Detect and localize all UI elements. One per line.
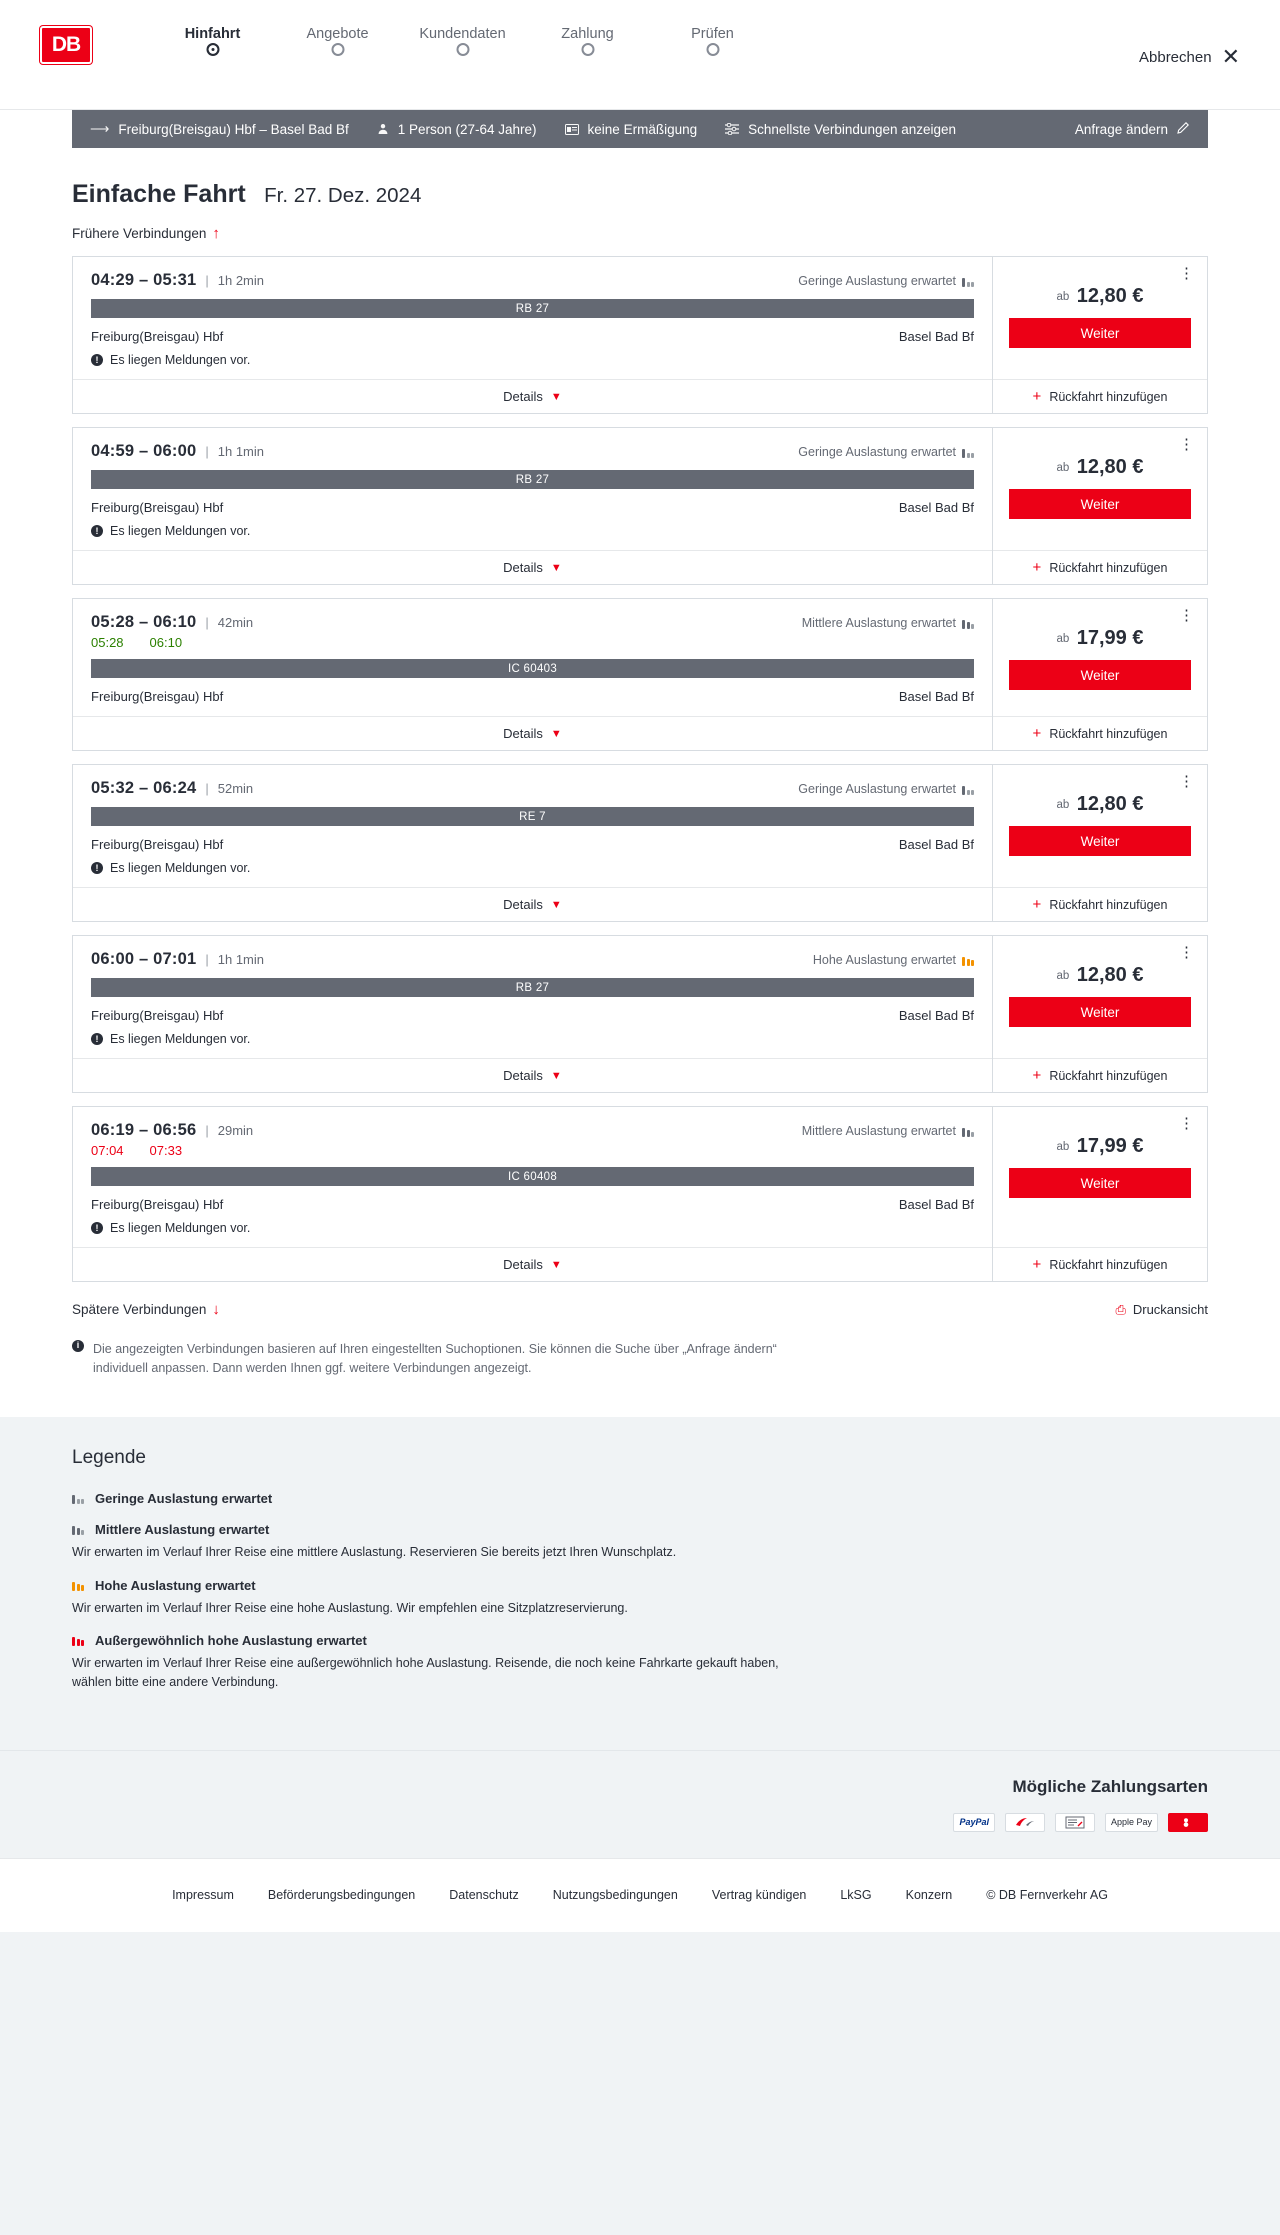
price-prefix: ab bbox=[1056, 462, 1070, 474]
step-dot-icon bbox=[331, 43, 344, 56]
printer-icon: ⎙ bbox=[1115, 1301, 1126, 1317]
credit-card-icon bbox=[1168, 1813, 1208, 1832]
notice-label: Es liegen Meldungen vor. bbox=[110, 524, 251, 538]
price-amount: 17,99 € bbox=[1076, 1135, 1144, 1157]
continue-button[interactable]: Weiter bbox=[1009, 1168, 1191, 1198]
cancel-button[interactable] bbox=[1139, 46, 1240, 68]
details-toggle-button[interactable] bbox=[73, 1058, 992, 1092]
info-icon: ! bbox=[91, 525, 103, 537]
site-footer bbox=[0, 1858, 1280, 1932]
connection-utilization bbox=[802, 1124, 974, 1138]
utilization-icon bbox=[962, 784, 974, 795]
results-title-area bbox=[0, 148, 1280, 242]
connection-header bbox=[91, 442, 974, 461]
more-options-icon[interactable]: ⋮ bbox=[1179, 944, 1195, 961]
connection-notice[interactable] bbox=[91, 1032, 974, 1046]
details-label: Details bbox=[503, 1068, 543, 1083]
search-hint bbox=[0, 1318, 860, 1417]
destination-station: Basel Bad Bf bbox=[898, 1008, 974, 1023]
add-return-button[interactable] bbox=[993, 716, 1207, 750]
search-hint-text: Die angezeigten Verbindungen basieren auf Ihren eingestellten Suchoptionen. Sie können die Suche über „Anfrage ändern“ individuell anpassen. Dann werden Ihnen ggf. weitere Verbindungen angezeigt. bbox=[93, 1342, 777, 1376]
utilization-icon bbox=[72, 1580, 84, 1591]
train-line-bar bbox=[91, 299, 974, 318]
connection-card bbox=[72, 764, 1208, 922]
page-title-date: Fr. 27. Dez. 2024 bbox=[264, 184, 422, 207]
connection-notice[interactable] bbox=[91, 1221, 974, 1235]
details-label: Details bbox=[503, 389, 543, 404]
connection-details bbox=[73, 428, 992, 584]
info-icon: ! bbox=[91, 1222, 103, 1234]
legend-item-head bbox=[72, 1522, 1208, 1537]
connection-duration: 1h 1min bbox=[217, 952, 264, 967]
info-icon: ! bbox=[91, 354, 103, 366]
info-icon: i bbox=[72, 1340, 84, 1352]
add-return-label: Rückfahrt hinzufügen bbox=[1049, 726, 1168, 741]
connection-realtime bbox=[91, 635, 974, 650]
connection-price bbox=[993, 599, 1207, 660]
add-return-button[interactable] bbox=[993, 379, 1207, 413]
separator: | bbox=[205, 273, 209, 288]
change-query-button[interactable] bbox=[1075, 121, 1190, 137]
legend-item-desc: Wir erwarten im Verlauf Ihrer Reise eine außergewöhnlich hohe Auslastung. Reisende, die noch keine Fahrkarte gekauft haben, wählen bitte eine andere Verbindung. bbox=[72, 1656, 779, 1689]
more-options-icon[interactable]: ⋮ bbox=[1179, 607, 1195, 624]
utilization-icon bbox=[962, 1126, 974, 1137]
arrow-up-icon: ↑ bbox=[212, 225, 220, 242]
price-prefix: ab bbox=[1056, 291, 1070, 303]
step-pruefen[interactable] bbox=[650, 26, 775, 64]
separator: | bbox=[205, 1123, 209, 1138]
page-title: Einfache Fahrt bbox=[72, 180, 246, 208]
connection-details bbox=[73, 599, 992, 750]
utilization-label: Mittlere Auslastung erwartet bbox=[801, 1124, 956, 1138]
add-return-button[interactable] bbox=[993, 550, 1207, 584]
connection-duration: 29min bbox=[217, 1123, 254, 1138]
step-hinfahrt[interactable] bbox=[150, 26, 275, 64]
price-prefix: ab bbox=[1056, 970, 1070, 982]
legend-item bbox=[72, 1491, 1208, 1506]
add-return-label: Rückfahrt hinzufügen bbox=[1049, 389, 1168, 404]
connection-times: 06:19 – 06:56 bbox=[91, 1121, 197, 1139]
origin-station: Freiburg(Breisgau) Hbf bbox=[91, 689, 224, 704]
payment-methods-section bbox=[0, 1750, 1280, 1858]
legend-title: Legende bbox=[72, 1446, 146, 1468]
connection-price bbox=[993, 428, 1207, 489]
chevron-down-icon: ▼ bbox=[550, 390, 562, 403]
app-header bbox=[0, 0, 1280, 110]
connection-duration: 52min bbox=[217, 781, 254, 796]
add-return-button[interactable] bbox=[993, 1058, 1207, 1092]
connection-utilization bbox=[798, 445, 974, 459]
train-line-bar bbox=[91, 659, 974, 678]
realtime-departure: 07:04 bbox=[91, 1143, 124, 1158]
details-label: Details bbox=[503, 560, 543, 575]
separator: | bbox=[205, 615, 209, 630]
origin-station: Freiburg(Breisgau) Hbf bbox=[91, 1197, 224, 1212]
step-label: Zahlung bbox=[561, 26, 614, 42]
realtime-departure: 05:28 bbox=[91, 635, 124, 650]
legend-item-head bbox=[72, 1633, 1208, 1648]
add-return-label: Rückfahrt hinzufügen bbox=[1049, 560, 1168, 575]
separator: | bbox=[205, 444, 209, 459]
connection-price bbox=[993, 257, 1207, 318]
connection-offer bbox=[992, 1107, 1207, 1281]
footer-link[interactable]: Nutzungsbedingungen bbox=[552, 1888, 678, 1903]
legend-item-title: Außergewöhnlich hohe Auslastung erwartet bbox=[95, 1633, 367, 1649]
details-toggle-button[interactable] bbox=[73, 379, 992, 413]
query-passengers-label: 1 Person (27-64 Jahre) bbox=[397, 121, 537, 137]
info-icon: ! bbox=[91, 862, 103, 874]
connection-details bbox=[73, 765, 992, 921]
step-dot-icon bbox=[581, 43, 594, 56]
connection-price bbox=[993, 765, 1207, 826]
chevron-down-icon: ▼ bbox=[550, 727, 562, 740]
connection-header bbox=[91, 779, 974, 798]
direct-debit-icon bbox=[1055, 1813, 1095, 1832]
connection-stops bbox=[91, 1197, 974, 1212]
connection-header bbox=[91, 271, 974, 290]
paypal-icon: PayPal bbox=[953, 1813, 995, 1832]
plus-icon: + bbox=[1032, 1256, 1042, 1273]
connection-times: 05:28 – 06:10 bbox=[91, 613, 197, 631]
utilization-icon bbox=[72, 1493, 84, 1504]
utilization-icon bbox=[72, 1635, 84, 1646]
footer-link[interactable]: Datenschutz bbox=[449, 1888, 519, 1903]
cancel-label: Abbrechen bbox=[1139, 48, 1212, 66]
utilization-label: Geringe Auslastung erwartet bbox=[798, 782, 956, 796]
list-footer bbox=[0, 1295, 1280, 1318]
query-passengers[interactable] bbox=[377, 122, 565, 137]
connection-notice[interactable] bbox=[91, 861, 974, 875]
price-prefix: ab bbox=[1056, 633, 1070, 645]
connection-price bbox=[993, 936, 1207, 997]
notice-label: Es liegen Meldungen vor. bbox=[110, 353, 251, 367]
train-line-bar bbox=[91, 807, 974, 826]
print-label: Druckansicht bbox=[1132, 1302, 1208, 1317]
connection-card bbox=[72, 256, 1208, 414]
continue-button[interactable]: Weiter bbox=[1009, 489, 1191, 519]
connection-duration: 42min bbox=[217, 615, 254, 630]
earlier-connections-button[interactable] bbox=[72, 225, 1208, 242]
more-options-icon[interactable]: ⋮ bbox=[1179, 773, 1195, 790]
print-view-button[interactable] bbox=[1115, 1302, 1208, 1318]
add-return-button[interactable] bbox=[993, 1247, 1207, 1281]
connection-stops bbox=[91, 1008, 974, 1023]
giropay-icon bbox=[1005, 1813, 1045, 1832]
details-toggle-button[interactable] bbox=[73, 716, 992, 750]
connection-utilization bbox=[802, 616, 974, 630]
step-angebote[interactable] bbox=[275, 26, 400, 64]
plus-icon: + bbox=[1032, 559, 1042, 576]
db-logo[interactable]: DB bbox=[40, 26, 92, 64]
destination-station: Basel Bad Bf bbox=[898, 500, 974, 515]
details-label: Details bbox=[503, 1257, 543, 1272]
connection-offer bbox=[992, 257, 1207, 413]
details-toggle-button[interactable] bbox=[73, 1247, 992, 1281]
connection-header bbox=[91, 950, 974, 969]
notice-label: Es liegen Meldungen vor. bbox=[110, 1221, 251, 1235]
origin-station: Freiburg(Breisgau) Hbf bbox=[91, 837, 224, 852]
connection-utilization bbox=[798, 782, 974, 796]
more-options-icon[interactable]: ⋮ bbox=[1179, 1115, 1195, 1132]
connection-utilization bbox=[813, 953, 974, 967]
add-return-button[interactable] bbox=[993, 887, 1207, 921]
realtime-arrival: 06:10 bbox=[149, 635, 183, 650]
step-label: Hinfahrt bbox=[184, 26, 241, 42]
query-summary-bar bbox=[72, 110, 1208, 148]
legend-section bbox=[0, 1417, 1280, 1750]
legend-item-desc: Wir erwarten im Verlauf Ihrer Reise eine hohe Auslastung. Wir empfehlen eine Sitzplatzreservierung. bbox=[72, 1600, 628, 1615]
details-toggle-button[interactable] bbox=[73, 550, 992, 584]
destination-station: Basel Bad Bf bbox=[898, 837, 974, 852]
notice-label: Es liegen Meldungen vor. bbox=[110, 861, 251, 875]
train-line-label: IC 60408 bbox=[507, 1170, 558, 1183]
details-label: Details bbox=[503, 897, 543, 912]
plus-icon: + bbox=[1032, 896, 1042, 913]
query-route[interactable] bbox=[90, 121, 377, 137]
utilization-icon bbox=[962, 955, 974, 966]
separator: | bbox=[205, 781, 209, 796]
legend-item bbox=[72, 1633, 1208, 1692]
connection-price bbox=[993, 1107, 1207, 1168]
later-connections-button[interactable] bbox=[72, 1301, 220, 1318]
step-label: Kundendaten bbox=[419, 26, 506, 42]
price-amount: 12,80 € bbox=[1076, 964, 1144, 986]
destination-station: Basel Bad Bf bbox=[898, 689, 974, 704]
close-icon: ✕ bbox=[1221, 44, 1240, 69]
realtime-arrival: 07:33 bbox=[149, 1143, 183, 1158]
connection-card bbox=[72, 1106, 1208, 1282]
connection-details bbox=[73, 257, 992, 413]
details-label: Details bbox=[503, 726, 543, 741]
footer-link[interactable]: LkSG bbox=[840, 1888, 872, 1903]
train-line-bar bbox=[91, 978, 974, 997]
connection-duration: 1h 2min bbox=[217, 273, 264, 288]
legend-item-head bbox=[72, 1578, 1208, 1593]
apple-pay-icon: Apple Pay bbox=[1105, 1813, 1158, 1832]
step-dot-icon bbox=[706, 43, 719, 56]
footer-link[interactable]: Vertrag kündigen bbox=[711, 1888, 807, 1903]
connection-card bbox=[72, 935, 1208, 1093]
person-icon bbox=[377, 123, 389, 135]
query-discount-label: keine Ermäßigung bbox=[587, 121, 698, 137]
connection-offer bbox=[992, 936, 1207, 1092]
details-toggle-button[interactable] bbox=[73, 887, 992, 921]
connection-stops bbox=[91, 689, 974, 704]
price-prefix: ab bbox=[1056, 1141, 1070, 1153]
add-return-label: Rückfahrt hinzufügen bbox=[1049, 897, 1168, 912]
plus-icon: + bbox=[1032, 388, 1042, 405]
connection-duration: 1h 1min bbox=[217, 444, 264, 459]
train-line-label: RB 27 bbox=[515, 473, 550, 486]
arrow-right-icon: ⟶ bbox=[90, 121, 110, 136]
query-route-label: Freiburg(Breisgau) Hbf – Basel Bad Bf bbox=[118, 121, 349, 137]
chevron-down-icon: ▼ bbox=[550, 1069, 562, 1082]
connection-stops bbox=[91, 837, 974, 852]
price-prefix: ab bbox=[1056, 799, 1070, 811]
step-label: Prüfen bbox=[691, 26, 734, 42]
notice-label: Es liegen Meldungen vor. bbox=[110, 1032, 251, 1046]
connection-offer bbox=[992, 428, 1207, 584]
query-discount[interactable] bbox=[565, 122, 726, 137]
step-kundendaten[interactable] bbox=[400, 26, 525, 64]
query-option[interactable] bbox=[725, 122, 984, 137]
query-option-label: Schnellste Verbindungen anzeigen bbox=[748, 121, 957, 137]
plus-icon: + bbox=[1032, 1067, 1042, 1084]
connection-header bbox=[91, 613, 974, 632]
utilization-icon bbox=[962, 447, 974, 458]
connection-times: 04:29 – 05:31 bbox=[91, 271, 197, 289]
train-line-label: RB 27 bbox=[515, 302, 550, 315]
origin-station: Freiburg(Breisgau) Hbf bbox=[91, 500, 224, 515]
connection-list bbox=[0, 250, 1280, 1282]
origin-station: Freiburg(Breisgau) Hbf bbox=[91, 329, 224, 344]
footer-link[interactable]: Impressum bbox=[172, 1888, 234, 1903]
add-return-label: Rückfahrt hinzufügen bbox=[1049, 1257, 1168, 1272]
add-return-label: Rückfahrt hinzufügen bbox=[1049, 1068, 1168, 1083]
more-options-icon[interactable]: ⋮ bbox=[1179, 265, 1195, 282]
utilization-label: Hohe Auslastung erwartet bbox=[812, 953, 956, 967]
booking-steps bbox=[150, 26, 775, 64]
train-line-bar bbox=[91, 1167, 974, 1186]
price-amount: 12,80 € bbox=[1076, 456, 1144, 478]
change-query-label: Anfrage ändern bbox=[1074, 121, 1168, 137]
footer-link: © DB Fernverkehr AG bbox=[986, 1888, 1108, 1903]
train-line-label: IC 60403 bbox=[507, 662, 558, 675]
utilization-label: Geringe Auslastung erwartet bbox=[798, 445, 956, 459]
legend-item bbox=[72, 1522, 1208, 1562]
connection-offer bbox=[992, 765, 1207, 921]
legend-item bbox=[72, 1578, 1208, 1618]
connection-realtime bbox=[91, 1143, 974, 1158]
sliders-icon bbox=[725, 123, 739, 135]
price-amount: 17,99 € bbox=[1076, 627, 1144, 649]
utilization-label: Geringe Auslastung erwartet bbox=[798, 274, 956, 288]
connection-card bbox=[72, 427, 1208, 585]
connection-details bbox=[73, 936, 992, 1092]
connection-details bbox=[73, 1107, 992, 1281]
train-line-label: RB 27 bbox=[515, 981, 550, 994]
legend-item-head bbox=[72, 1491, 1208, 1506]
train-line-bar bbox=[91, 470, 974, 489]
connection-stops bbox=[91, 500, 974, 515]
payment-title: Mögliche Zahlungsarten bbox=[1012, 1776, 1208, 1796]
connection-card bbox=[72, 598, 1208, 751]
destination-station: Basel Bad Bf bbox=[898, 329, 974, 344]
legend-item-title: Hohe Auslastung erwartet bbox=[95, 1577, 256, 1593]
step-zahlung[interactable] bbox=[525, 26, 650, 64]
price-amount: 12,80 € bbox=[1076, 793, 1144, 815]
origin-station: Freiburg(Breisgau) Hbf bbox=[91, 1008, 224, 1023]
legend-item-desc: Wir erwarten im Verlauf Ihrer Reise eine mittlere Auslastung. Reservieren Sie bereits jetzt Ihren Wunschplatz. bbox=[72, 1544, 677, 1559]
continue-button[interactable]: Weiter bbox=[1009, 826, 1191, 856]
continue-button[interactable]: Weiter bbox=[1009, 997, 1191, 1027]
utilization-icon bbox=[962, 276, 974, 287]
payment-logos bbox=[72, 1813, 1208, 1832]
connection-stops bbox=[91, 329, 974, 344]
earlier-label: Frühere Verbindungen bbox=[72, 226, 207, 241]
connection-utilization bbox=[798, 274, 974, 288]
price-amount: 12,80 € bbox=[1076, 285, 1144, 307]
continue-button[interactable]: Weiter bbox=[1009, 318, 1191, 348]
footer-link[interactable]: Konzern bbox=[905, 1888, 953, 1903]
continue-button[interactable]: Weiter bbox=[1009, 660, 1191, 690]
chevron-down-icon: ▼ bbox=[550, 1258, 562, 1271]
connection-times: 04:59 – 06:00 bbox=[91, 442, 197, 460]
separator: | bbox=[205, 952, 209, 967]
card-icon bbox=[565, 124, 579, 135]
arrow-down-icon: ↓ bbox=[212, 1301, 220, 1318]
legend-item-title: Geringe Auslastung erwartet bbox=[95, 1490, 273, 1506]
utilization-label: Mittlere Auslastung erwartet bbox=[801, 616, 956, 630]
later-label: Spätere Verbindungen bbox=[72, 1302, 207, 1317]
chevron-down-icon: ▼ bbox=[550, 898, 562, 911]
footer-link[interactable]: Beförderungsbedingungen bbox=[267, 1888, 416, 1903]
train-line-label: RE 7 bbox=[519, 810, 546, 823]
connection-times: 05:32 – 06:24 bbox=[91, 779, 197, 797]
pencil-icon bbox=[1177, 121, 1190, 137]
connection-notice[interactable] bbox=[91, 353, 974, 367]
utilization-icon bbox=[72, 1524, 84, 1535]
utilization-icon bbox=[962, 618, 974, 629]
info-icon: ! bbox=[91, 1033, 103, 1045]
destination-station: Basel Bad Bf bbox=[898, 1197, 974, 1212]
connection-offer bbox=[992, 599, 1207, 750]
chevron-down-icon: ▼ bbox=[550, 561, 562, 574]
step-dot-icon bbox=[206, 43, 219, 56]
connection-header bbox=[91, 1121, 974, 1140]
plus-icon: + bbox=[1032, 725, 1042, 742]
legend-item-title: Mittlere Auslastung erwartet bbox=[95, 1521, 270, 1537]
connection-notice[interactable] bbox=[91, 524, 974, 538]
connection-times: 06:00 – 07:01 bbox=[91, 950, 197, 968]
step-dot-icon bbox=[456, 43, 469, 56]
step-label: Angebote bbox=[306, 26, 369, 42]
more-options-icon[interactable]: ⋮ bbox=[1179, 436, 1195, 453]
